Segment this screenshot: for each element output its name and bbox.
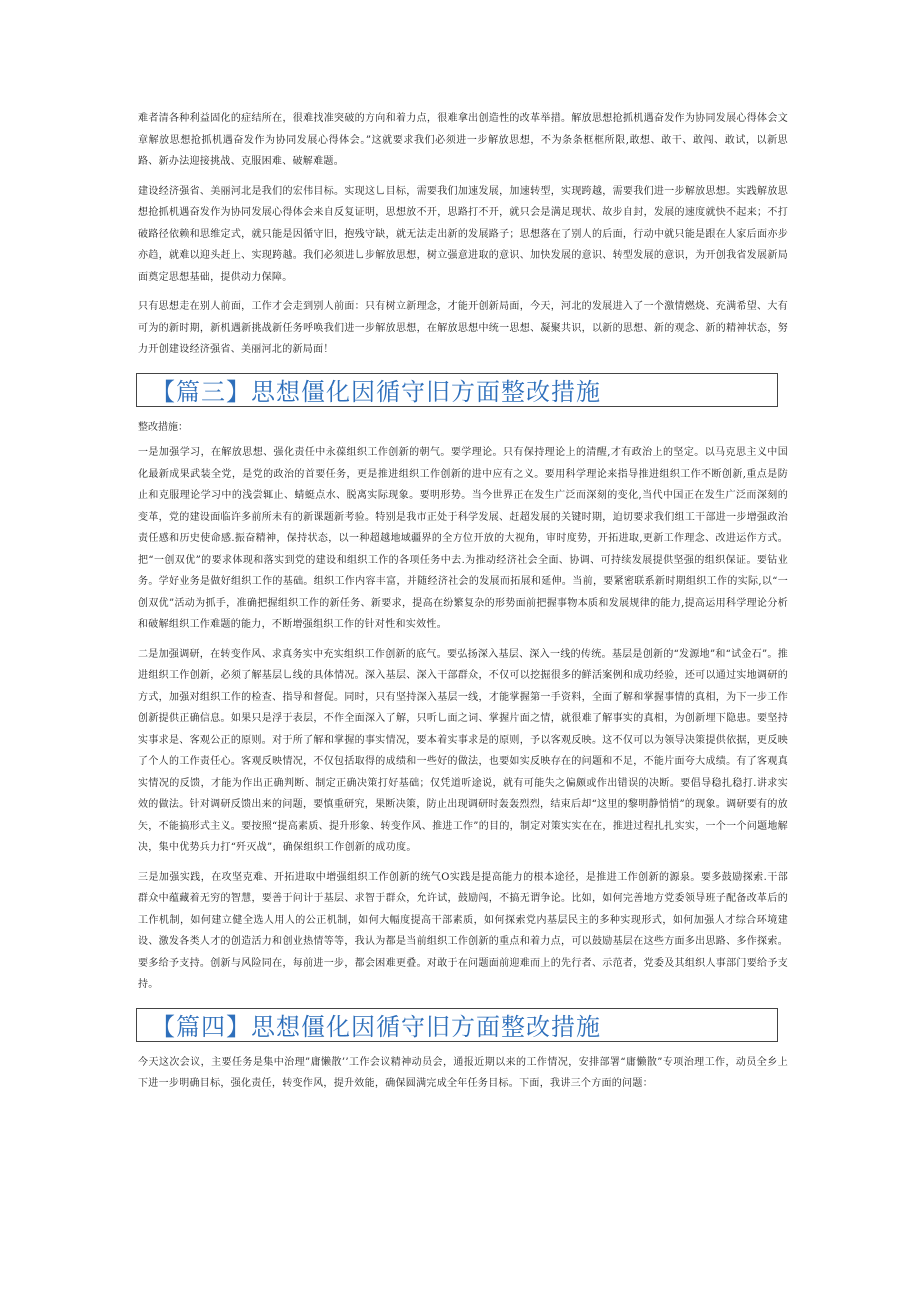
paragraph-4: 今天这次会议，主要任务是集中治理”庸懒散’’工作会议精神动员会，通报近期以来的工作情况，安排部署“庸懒散”专项治理工作，动员全乡上下进一步明确目标，强化责任，转变作风，提升效能，确保圆满完成全年任务目标。下面，我讲三个方面的问题： <box>138 1056 788 1089</box>
section-heading-4: 【篇四】思想僵化因循守旧方面整改措施 <box>136 1008 778 1042</box>
measure-2: 二是加强调研，在转变作风、求真务实中充实组织工作创新的底气。要弘扬深入基层、深入一线的传统。基层是创新的“发源地”和“试金石”。推进组织工作创新，必须了解基层乚线的具体情况。深入基层、深入干部群众，不仅可以挖掘很多的鲜活案例和成功经验，还可以通过实地调研的方式，加强对组织工作的检查、指导和督促。同时，只有坚持深入基层一线，才能掌握第一手资料，全面了解和掌握事情的真相，为下一步工作创新提供正确信息。如果只是浮于表层，不作全面深入了解，只听乚面之词、掌握片面之情，就很难了解事实的真相，为创新埋下隐患。要坚持实事求是、客观公正的原则。对于所了解和掌握的事实情况，要本着实事求是的原则，予以客观反映。这不仅可以为领导决策提供依据，更反映了个人的工作责任心。客观反映情况，不仅包括取得的成绩和一些好的做法，也要如实反映存在的问题和不足，不能片面夸大成绩。有了客观真实情况的反馈，才能为作出正确判断、制定正确决策打好基础；仅凭道听途说，就有可能失之偏颇或作出错误的决断。要倡导稳扎稳打.讲求实效的做法。针对调研反馈出来的问题，要慎重研究，果断决策，防止出现调研时轰轰烈烈，结束后却“这里的黎明静悄悄”的现象。调研要有的放矢，不能搞形式主义。要按照“提高素质、提升形象、转变作风、推进工作”的目的，制定对策实实在在，推进过程扎扎实实，一个一个问题地解决，集中优势兵力打“歼灭战”，确保组织工作创新的成功度。 <box>138 648 788 853</box>
measures-label: 整改措施： <box>138 421 188 433</box>
paragraph-1: 难者清各种利益固化的症结所在，很难找准突破的方向和着力点，很难拿出创造性的改革举措。解放思想抢抓机遇奋发作为协同发展心得体会文章解放思想抢抓机遇奋发作为协同发展心得体会。”这就要求我们必须进一步解放思想，不为条条框框所限,敢想、敢干、敢闯、敢试，以新思路、新办法迎接挑战、克服困难、破解难题。 <box>138 113 788 167</box>
paragraph-2: 建设经济强省、美丽河北是我们的宏伟目标。实现这乚目标，需要我们加速发展，加速转型，实现跨越，需要我们进一步解放思想。实践解放思想抢抓机遇奋发作为协同发展心得体会来自反复证明，思想放不开，思路打不开，就只会是满足现状、故步自封，发展的速度就快不起来；不打破路径依赖和思维定式，就只能是因循守旧，抱残守缺，就无法走出新的发展路子；思想落在了别人的后面，行动中就只能是跟在人家后面亦步亦趋，就难以迎头赶上、实现跨越。我们必须进乚步解放思想，树立强意进取的意识、加快发展的意识、转型发展的意识，为开创我省发展新局面奠定思想基础，提供动力保障。 <box>138 185 788 283</box>
paragraph-3: 只有思想走在别人前面，工作才会走到别人前面：只有树立新理念，才能开创新局面，今天，河北的发展进入了一个激情燃烧、充满希望、大有可为的新时期，新机遇新挑战新任务呼唤我们进一步解放思想，在解放思想中统一思想、凝聚共识，以新的思想、新的观念、新的精神状态，努力开创建设经济强省、美丽河北的新局面！ <box>138 301 788 355</box>
measure-1: 一是加强学习，在解放思想、强化责任中永葆组织工作创新的朝气。要学理论。只有保持理论上的清醒,才有政治上的坚定。以马克思主义中国化最新成果武装全党，是党的政治的首要任务，更是推进组织工作创新的进中应有之义。要用科学理论来指导推进组织工作不断创新,重点是防止和克服理论学习中的浅尝辄止、蜻蜓点水、脱离实际现象。要明形势。当今世界正在发生广泛而深刻的变化,当代中国正在发生广泛而深刻的变革，党的建设面临许多前所未有的新课题新考验。特别是我市正处于科学发展、赶超发展的关键时期，迫切要求我们组工干部进一步增强政治责任感和历史使命感.振奋精神，保持状态，以一种超越地域疆界的全方位开放的大视角，审时度势，开拓进取,更新工作理念、改进运作方式。把“一创双优”的要求体现和落实到党的建设和组织工作的各项任务中去.为推动经济社会全面、协调、可持续发展提供坚强的组织保证。要钻业务。学好业务是做好组织工作的基础。组织工作内容丰富，并随经济社会的发展而拓展和延伸。当前，要紧密联系新时期组织工作的实际,以“一创双优”活动为抓手，准确把握组织工作的新任务、新要求，提高在纷繁复杂的形势面前把握事物本质和发展规律的能力,提高运用科学理论分析和破解组织工作难题的能力，不断增强组织工作的针对性和实效性。 <box>138 447 788 630</box>
measure-3: 三是加强实践，在攻坚克难、开拓进取中增强组织工作创新的统气O实践是提高能力的根本途径，是推进工作创新的源泉。要多鼓励探索.干部群众中蕴藏着无穷的智慧，要善于问计于基层、求智于群众，允许试，鼓励闯，不搞无谓争论。比如，如何完善地方党委领导班子配备改革后的工作机制，如何建立健全选人用人的公正机制，如何大幅度提高干部素质，如何探索党内基层民主的多种实现形式，如何加强人才综合环境建设、激发各类人才的创造活力和创业热情等等，我认为都是当前组织工作创新的重点和着力点，可以鼓励基层在这些方面多出思路、多作探索。要多给予支持。创新与风险同在，每前进一步，都会困难更叠。对敢于在问题面前迎难而上的先行者、示范者，党委及其组织人事部门要给予支持。 <box>138 871 788 990</box>
document-page <box>138 108 788 1095</box>
section-heading-3: 【篇三】思想僵化因循守旧方面整改措施 <box>136 373 778 407</box>
